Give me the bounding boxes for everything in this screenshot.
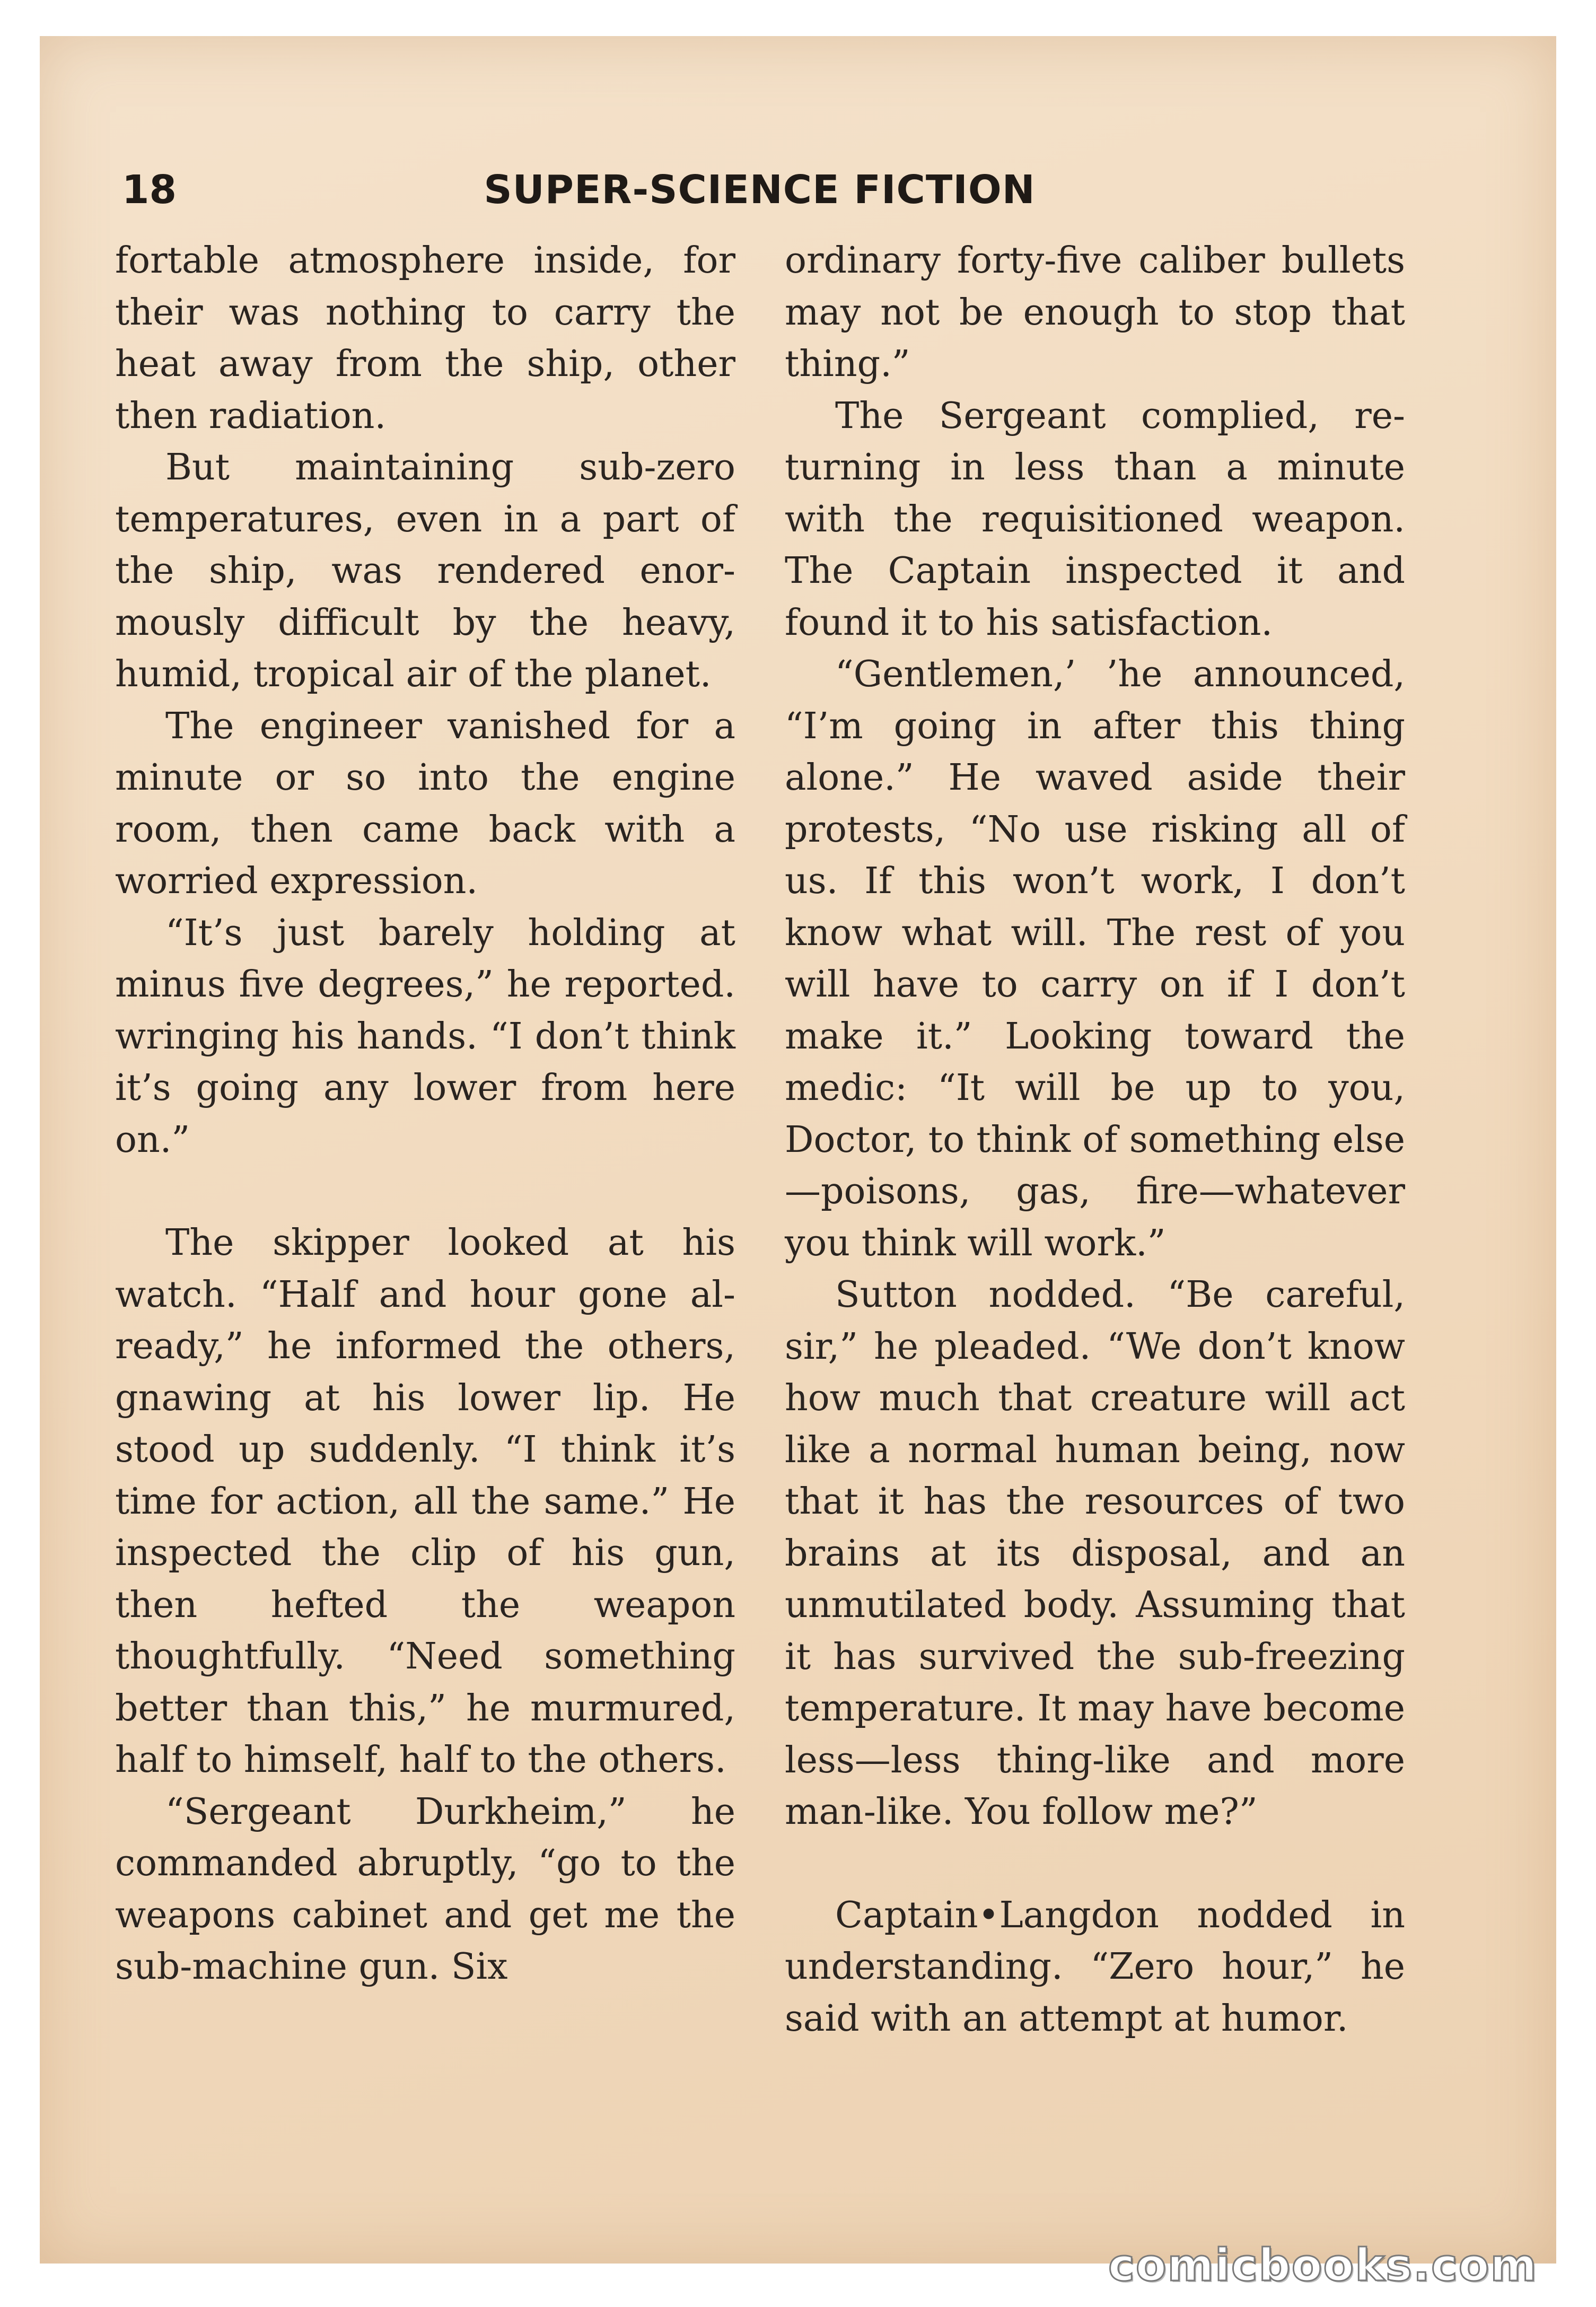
site-watermark: comicbooks.com <box>1108 2239 1538 2291</box>
paragraph: “Gentlemen,’ ’he announced, “I’m going in after this thing alone.” He waved aside their protests, “No use risking all of us. If this won’t work, I don’t know what will. The rest of you will have to carry on if I don’t make it.” Looking toward the medic: “It will be up to you, Doctor, to think of something else—poisons, gas, fire—whatever you think will work.” <box>785 653 1405 1264</box>
paragraph: Captain•Langdon nodded in understanding. “Zero hour,” he said with an attempt at humor. <box>785 1894 1405 2040</box>
left-column <box>115 235 735 1993</box>
paragraph: The Sergeant complied, returning in less than a minute with the requisitioned weapon. The Captain inspected it and found it to his satisfaction. <box>785 395 1405 644</box>
paragraph: ordinary forty-five caliber bullets may not be enough to stop that thing.” <box>785 240 1405 385</box>
page-number: 18 <box>122 167 177 213</box>
running-title: SUPER-SCIENCE FICTION <box>484 167 1036 213</box>
paragraph: fortable atmosphere inside, for their was nothing to carry the heat away from the ship, other then radiation. <box>115 240 735 437</box>
page-header <box>122 158 1397 222</box>
paragraph: “It’s just barely holding at minus five degrees,” he reported. wringing his hands. “I don’t think it’s going any lower from here on.” <box>115 912 735 1161</box>
paragraph: Sutton nodded. “Be careful, sir,” he pleaded. “We don’t know how much that creature will act like a normal human being, now that it has the resources of two brains at its disposal, and an unmutilated body. Assuming that it has survived the sub-freezing temperature. It may have become less—less thing-like and more man-like. You follow me?” <box>785 1274 1405 1833</box>
paragraph: The engineer vanished for a minute or so into the engine room, then came back with a worried expression. <box>115 705 735 902</box>
right-column <box>785 235 1405 2044</box>
book-page <box>40 36 1556 2264</box>
paragraph: But maintaining sub-zero temperatures, even in a part of the ship, was rendered enormously difficult by the heavy, humid, tropical air of the planet. <box>115 447 735 695</box>
paragraph: “Sergeant Durkheim,” he commanded abruptly, “go to the weapons cabinet and get me the sub-machine gun. Six <box>115 1790 735 1988</box>
paragraph: The skipper looked at his watch. “Half and hour gone already,” he informed the others, gnawing at his lower lip. He stood up suddenly. “I think it’s time for action, all the same.” He inspected the clip of his gun, then hefted the weapon thoughtfully. “Need something better than this,” he murmured, half to himself, half to the others. <box>115 1222 735 1781</box>
